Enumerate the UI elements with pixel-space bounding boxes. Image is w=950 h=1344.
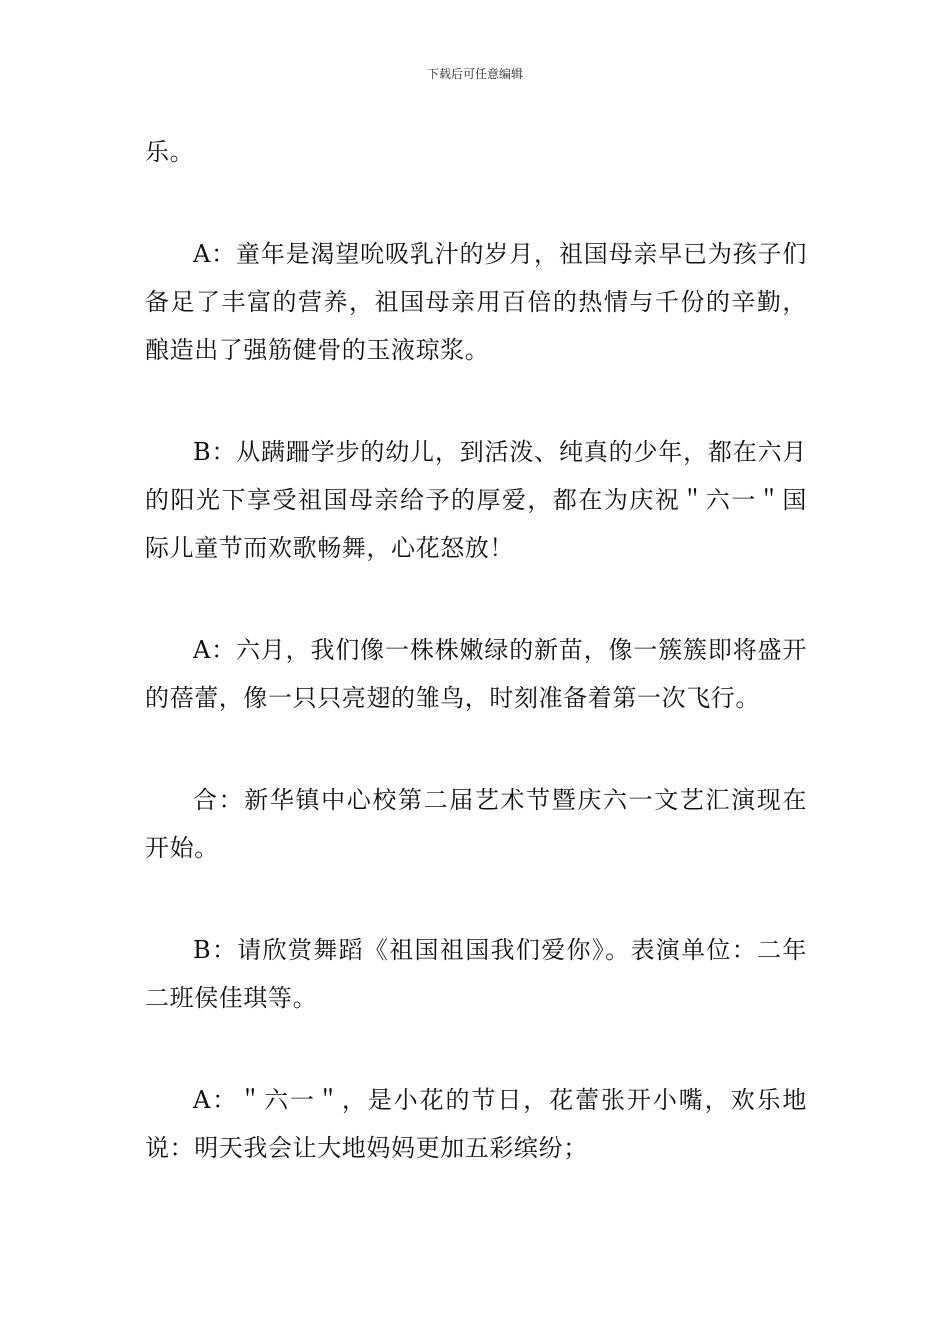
page-header: 下载后可任意编辑 xyxy=(426,67,523,81)
paragraph-4: A：六月，我们像一株株嫩绿的新苗，像一簇簇即将盛开的蓓蕾，像一只只亮翅的雏鸟，时刻准备着第一次飞行。 xyxy=(145,636,807,712)
paragraph-7: A：＂六一＂，是小花的节日，花蕾张开小嘴，欢乐地说：明天我会让大地妈妈更加五彩缤纷； xyxy=(145,1086,807,1162)
paragraph-5: 合：新华镇中心校第二届艺术节暨庆六一文艺汇演现在开始。 xyxy=(145,786,807,862)
paragraph-1: 乐。 xyxy=(145,138,195,166)
document-body xyxy=(145,128,807,1226)
paragraph-6: B：请欣赏舞蹈《祖国祖国我们爱你》。表演单位：二年二班侯佳琪等。 xyxy=(145,936,807,1012)
paragraph-3: B：从蹒跚学步的幼儿，到活泼、纯真的少年，都在六月的阳光下享受祖国母亲给予的厚爱，都在为庆祝＂六一＂国际儿童节而欢歌畅舞，心花怒放！ xyxy=(145,438,807,562)
paragraph-2: A：童年是渴望吮吸乳汁的岁月，祖国母亲早已为孩子们备足了丰富的营养，祖国母亲用百倍的热情与千份的辛勤，酿造出了强筋健骨的玉液琼浆。 xyxy=(145,240,807,364)
